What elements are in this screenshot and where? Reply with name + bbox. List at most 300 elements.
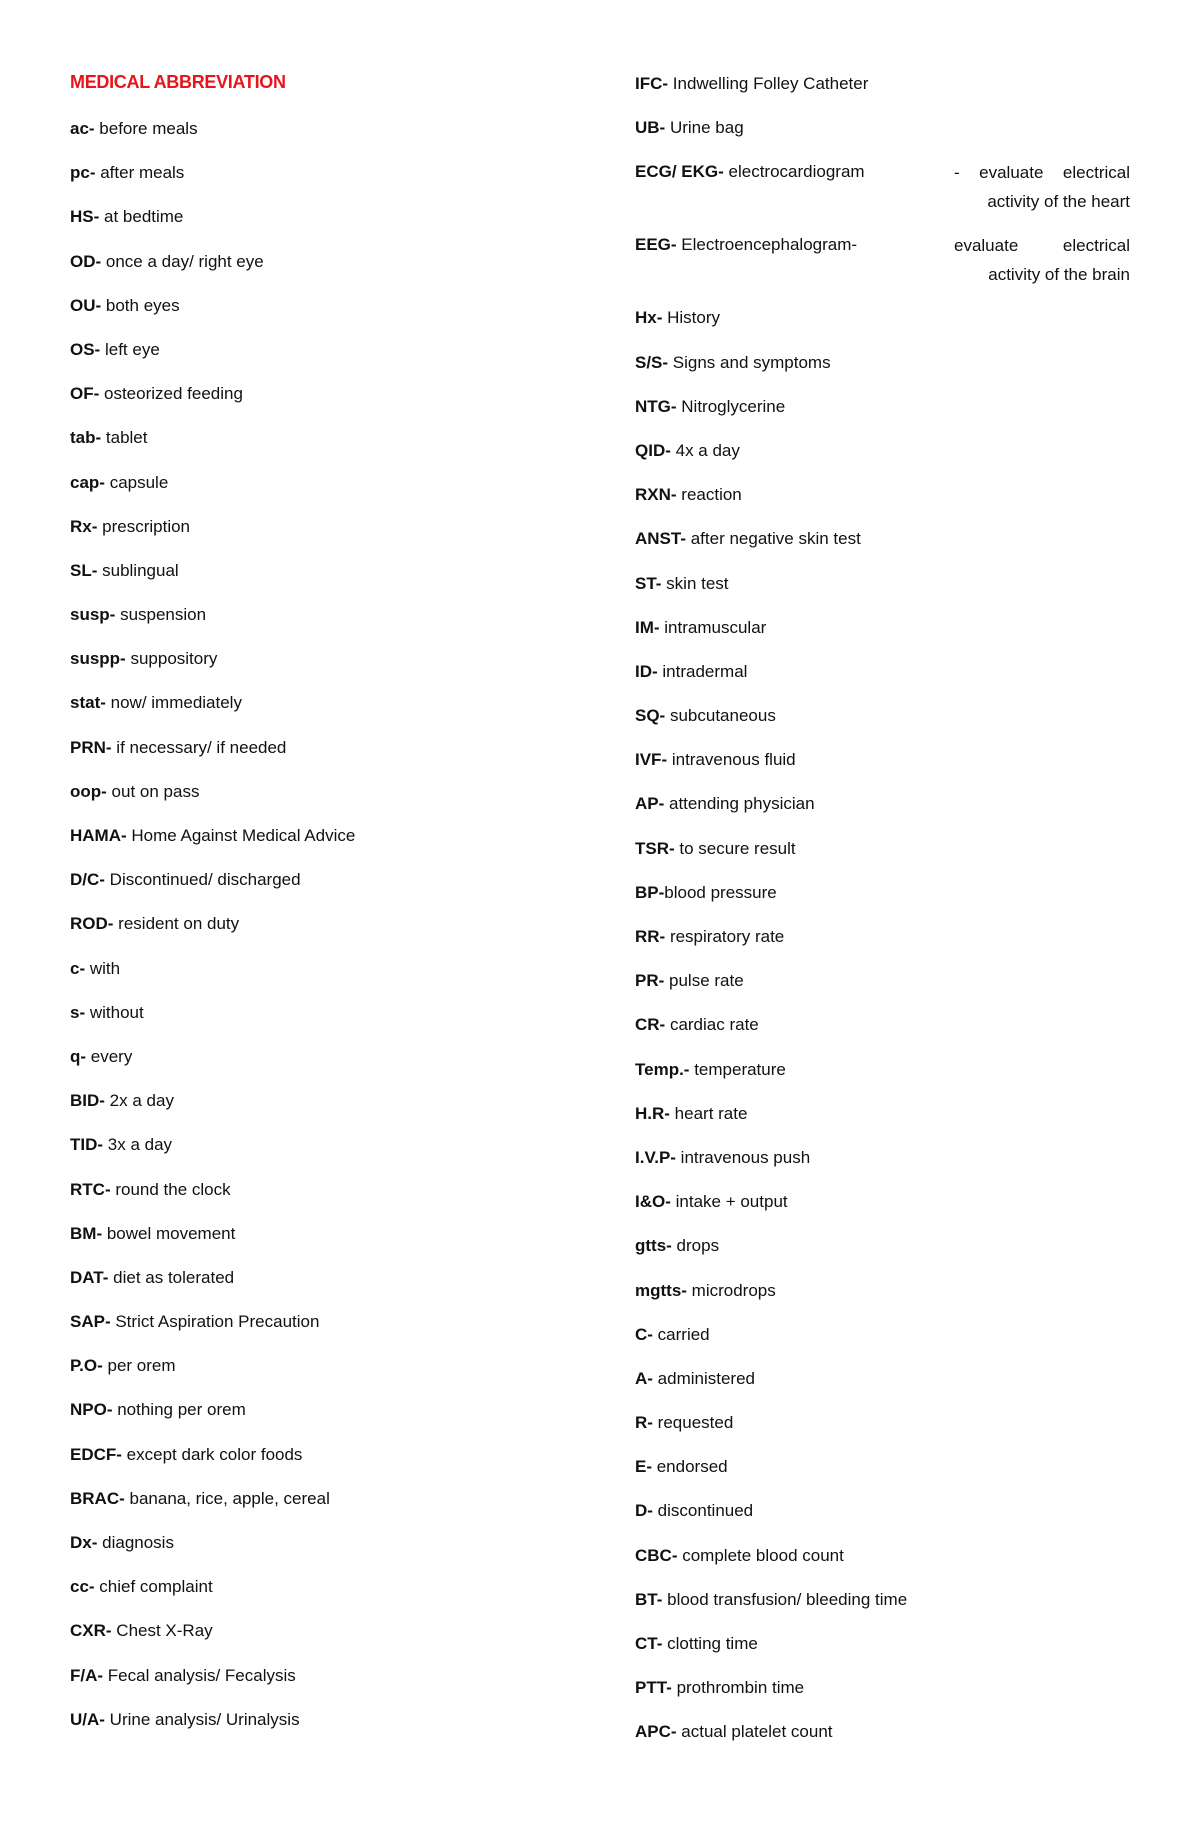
entry-main	[635, 1413, 733, 1432]
abbreviation: F/A-	[70, 1665, 104, 1685]
abbreviation-entry	[70, 1443, 590, 1487]
abbreviation: susp-	[70, 605, 116, 625]
abbreviation: Dx-	[70, 1533, 98, 1552]
abbreviation-entry	[70, 1310, 590, 1354]
abbreviation-meaning: without	[85, 1002, 144, 1022]
abbreviation-meaning: banana, rice, apple, cereal	[124, 1488, 330, 1508]
abbreviation-entry	[70, 1222, 590, 1266]
abbreviation: P.O-	[70, 1356, 103, 1376]
abbreviation: CBC-	[635, 1545, 678, 1565]
entry-main	[635, 750, 796, 769]
abbreviation: I&O-	[635, 1192, 671, 1212]
abbreviation-meaning: actual platelet count	[676, 1722, 833, 1742]
entry-main	[635, 662, 747, 681]
abbreviation-meaning: both eyes	[101, 295, 180, 315]
left-column	[70, 117, 590, 1752]
entry-main	[70, 1621, 213, 1640]
abbreviation-entry	[635, 1588, 1130, 1632]
entry-main	[70, 119, 198, 138]
abbreviation-meaning: resident on duty	[113, 914, 240, 934]
abbreviation: cc-	[70, 1577, 95, 1597]
abbreviation: S/S-	[635, 352, 669, 372]
abbreviation-meaning: requested	[652, 1413, 734, 1433]
entry-main	[70, 163, 184, 182]
abbreviation-entry	[635, 1323, 1130, 1367]
abbreviation: gtts-	[635, 1236, 672, 1256]
abbreviation-meaning: per orem	[102, 1356, 176, 1376]
entry-main	[70, 473, 168, 492]
abbreviation: SAP-	[70, 1312, 111, 1332]
entry-main	[70, 296, 180, 315]
abbreviation: Temp.-	[635, 1059, 690, 1079]
abbreviation-entry	[70, 1354, 590, 1398]
abbreviation: Hx-	[635, 308, 663, 328]
entry-main	[635, 1192, 788, 1211]
abbreviation: NPO-	[70, 1400, 113, 1420]
abbreviation-meaning: capsule	[104, 472, 169, 492]
abbreviation-meaning: with	[85, 958, 121, 978]
abbreviation-entry	[70, 559, 590, 603]
entry-main	[70, 826, 355, 845]
abbreviation-entry	[70, 1133, 590, 1177]
abbreviation-entry	[70, 1619, 590, 1663]
abbreviation-entry	[635, 792, 1130, 836]
abbreviation: tab-	[70, 428, 102, 448]
abbreviation-meaning: Urine bag	[665, 118, 744, 138]
abbreviation-entry	[70, 117, 590, 161]
abbreviation-meaning: clotting time	[662, 1634, 758, 1653]
abbreviation: TSR-	[635, 838, 675, 858]
abbreviation-meaning: every	[86, 1046, 133, 1066]
abbreviation-meaning: intravenous push	[675, 1147, 811, 1167]
abbreviation-meaning: intake + output	[670, 1192, 788, 1212]
abbreviation-meaning: temperature	[689, 1059, 786, 1079]
abbreviation-meaning: electrocardiogram	[723, 162, 865, 182]
abbreviation: A-	[635, 1368, 653, 1388]
abbreviation-meaning: Nitroglycerine	[676, 396, 786, 416]
abbreviation-entry	[70, 1001, 590, 1045]
entry-main	[70, 738, 286, 757]
entry-main	[70, 1356, 176, 1375]
abbreviation: IVF-	[635, 750, 668, 770]
abbreviation-meaning: respiratory rate	[665, 927, 785, 946]
abbreviation: IM-	[635, 617, 660, 637]
abbreviation-entry	[635, 1146, 1130, 1190]
abbreviation: D/C-	[70, 870, 105, 890]
abbreviation-entry	[70, 603, 590, 647]
abbreviation-meaning: discontinued	[652, 1501, 754, 1521]
abbreviation: UB-	[635, 118, 666, 138]
abbreviation-meaning: subcutaneous	[665, 706, 776, 726]
abbreviation: R-	[635, 1413, 653, 1433]
abbreviation-entry	[70, 161, 590, 205]
abbreviation-entry	[70, 1487, 590, 1531]
entry-main	[635, 1148, 810, 1167]
entry-main	[635, 927, 784, 946]
abbreviation-meaning: skin test	[661, 573, 729, 593]
abbreviation-entry	[635, 881, 1130, 925]
entry-main	[635, 233, 857, 306]
abbreviation: stat-	[70, 693, 106, 713]
entry-main	[635, 118, 744, 137]
abbreviation-meaning: prescription	[97, 516, 191, 536]
abbreviation-meaning: to secure result	[674, 838, 796, 858]
abbreviation: PR-	[635, 971, 665, 991]
abbreviation-meaning: Electroencephalogram-	[676, 235, 858, 255]
abbreviation: ac-	[70, 119, 95, 138]
abbreviation-meaning: Urine analysis/ Urinalysis	[104, 1709, 300, 1729]
abbreviation: BP-	[635, 882, 665, 902]
abbreviation: OF-	[70, 384, 100, 404]
abbreviation: OU-	[70, 295, 102, 315]
abbreviation-entry	[635, 1499, 1130, 1543]
entry-main	[70, 1180, 231, 1199]
abbreviation-meaning: drops	[671, 1236, 720, 1256]
abbreviation-meaning: once a day/ right eye	[101, 251, 264, 271]
abbreviation-entry	[635, 572, 1130, 616]
abbreviation: s-	[70, 1002, 86, 1022]
entry-main	[635, 308, 720, 327]
abbreviation: RTC-	[70, 1179, 111, 1199]
abbreviation-meaning: 2x a day	[104, 1091, 174, 1111]
abbreviation: ST-	[635, 573, 662, 593]
abbreviation: EDCF-	[70, 1444, 122, 1464]
entry-main	[635, 397, 785, 416]
abbreviation-meaning: after meals	[95, 163, 185, 183]
abbreviation-entry	[635, 748, 1130, 792]
entry-main	[70, 1577, 213, 1596]
abbreviation: H.R-	[635, 1103, 670, 1123]
abbreviation: OD-	[70, 251, 102, 271]
abbreviation-entry	[635, 1411, 1130, 1455]
abbreviation: QID-	[635, 440, 671, 460]
entry-main	[635, 1236, 719, 1255]
abbreviation-entry	[635, 160, 1130, 233]
abbreviation: Rx-	[70, 516, 98, 536]
entry-main	[70, 340, 160, 359]
entry-main	[635, 1722, 833, 1741]
abbreviation-meaning: 3x a day	[103, 1135, 173, 1155]
abbreviation: CR-	[635, 1015, 666, 1035]
abbreviation-meaning: diagnosis	[97, 1533, 174, 1552]
abbreviation: C-	[635, 1324, 653, 1344]
abbreviation-meaning: History	[662, 308, 721, 328]
abbreviation-meaning: except dark color foods	[121, 1444, 303, 1464]
abbreviation-meaning: left eye	[100, 339, 160, 359]
abbreviation: RXN-	[635, 485, 677, 505]
entry-main	[635, 883, 777, 902]
entry-main	[635, 485, 742, 504]
abbreviation-meaning: intravenous fluid	[667, 750, 796, 770]
abbreviation-meaning: complete blood count	[677, 1545, 844, 1565]
abbreviation: DAT-	[70, 1267, 109, 1287]
entry-main	[635, 839, 796, 858]
abbreviation: HS-	[70, 207, 100, 227]
entry-main	[70, 1003, 144, 1022]
entry-main	[635, 353, 831, 372]
abbreviation: CT-	[635, 1634, 663, 1653]
abbreviation-meaning: tablet	[101, 428, 148, 448]
abbreviation: EEG-	[635, 235, 677, 255]
abbreviation: BRAC-	[70, 1488, 125, 1508]
abbreviation: OS-	[70, 339, 101, 359]
abbreviation: BM-	[70, 1223, 103, 1243]
abbreviation-entry	[635, 1544, 1130, 1588]
abbreviation-meaning: out on pass	[106, 781, 200, 801]
abbreviation-entry	[70, 868, 590, 912]
entry-main	[635, 1590, 907, 1609]
entry-main	[70, 1268, 234, 1287]
abbreviation-note: - evaluate electrical activity of the heart	[954, 163, 1130, 212]
abbreviation: D-	[635, 1501, 653, 1521]
abbreviation: TID-	[70, 1135, 104, 1155]
entry-main	[635, 1457, 728, 1476]
abbreviation-entry	[635, 72, 1130, 116]
entry-main	[70, 1400, 246, 1419]
abbreviation-entry	[635, 660, 1130, 704]
entry-main	[635, 441, 740, 460]
right-column	[635, 72, 1130, 1765]
entry-main	[70, 649, 217, 668]
abbreviation-entry	[635, 351, 1130, 395]
abbreviation-entry	[635, 395, 1130, 439]
abbreviation: ECG/ EKG-	[635, 162, 724, 182]
abbreviation-meaning: diet as tolerated	[108, 1267, 235, 1287]
entry-main	[635, 529, 861, 548]
entry-main	[635, 794, 815, 813]
abbreviation-meaning: Signs and symptoms	[668, 352, 831, 372]
abbreviation-meaning: cardiac rate	[665, 1015, 759, 1035]
entry-main	[70, 1710, 300, 1729]
abbreviation-meaning: reaction	[676, 485, 742, 505]
abbreviation: PRN-	[70, 737, 112, 757]
abbreviation-meaning: Fecal analysis/ Fecalysis	[103, 1665, 296, 1685]
abbreviation: APC-	[635, 1722, 677, 1742]
abbreviation: CXR-	[70, 1621, 112, 1641]
abbreviation-entry	[70, 426, 590, 470]
abbreviation: E-	[635, 1457, 652, 1477]
abbreviation-entry	[635, 925, 1130, 969]
abbreviation-entry	[635, 439, 1130, 483]
entry-main	[70, 782, 199, 801]
abbreviation-entry	[635, 306, 1130, 350]
abbreviation: HAMA-	[70, 826, 127, 845]
entry-main	[70, 1312, 319, 1331]
abbreviation-entry	[70, 1398, 590, 1442]
entry-main	[635, 706, 776, 725]
entry-main	[70, 1489, 330, 1508]
abbreviation: oop-	[70, 781, 107, 801]
entry-main	[70, 1135, 172, 1154]
abbreviation-entry	[70, 647, 590, 691]
abbreviation-entry	[635, 704, 1130, 748]
abbreviation-entry	[70, 471, 590, 515]
abbreviation-meaning: at bedtime	[99, 207, 184, 227]
entry-main	[70, 428, 147, 447]
abbreviation: ANST-	[635, 529, 686, 549]
abbreviation-entry	[635, 837, 1130, 881]
abbreviation-meaning: prothrombin time	[671, 1678, 805, 1698]
abbreviation-entry	[70, 205, 590, 249]
abbreviation: AP-	[635, 794, 665, 814]
abbreviation-entry	[70, 824, 590, 868]
abbreviation-entry	[70, 1089, 590, 1133]
abbreviation-entry	[70, 515, 590, 559]
abbreviation-entry	[70, 780, 590, 824]
abbreviation-entry	[70, 1575, 590, 1619]
abbreviation-entry	[635, 616, 1130, 660]
abbreviation-entry	[635, 1632, 1130, 1676]
entry-main	[635, 1678, 804, 1697]
abbreviation-entry	[70, 1708, 590, 1752]
abbreviation-meaning: round the clock	[110, 1179, 231, 1199]
abbreviation-entry	[70, 691, 590, 735]
abbreviation-meaning: 4x a day	[670, 440, 740, 460]
abbreviation-meaning: chief complaint	[94, 1577, 213, 1597]
abbreviation-entry	[635, 1190, 1130, 1234]
abbreviation: c-	[70, 958, 86, 978]
abbreviation-meaning: after negative skin test	[686, 529, 861, 549]
abbreviation-meaning: heart rate	[669, 1103, 748, 1123]
abbreviation-meaning: suspension	[115, 605, 207, 625]
abbreviation-meaning: Chest X-Ray	[111, 1621, 213, 1641]
entry-main	[635, 618, 766, 637]
page-title: MEDICAL ABBREVIATION	[70, 72, 286, 92]
abbreviation: mgtts-	[635, 1280, 687, 1300]
abbreviation-meaning: sublingual	[97, 560, 179, 580]
entry-main	[635, 1369, 755, 1388]
abbreviation-meaning: before meals	[94, 119, 198, 138]
abbreviation: BT-	[635, 1589, 663, 1609]
entry-main	[70, 252, 264, 271]
abbreviation-meaning: osteorized feeding	[99, 384, 243, 404]
abbreviation-entry	[70, 250, 590, 294]
abbreviation: ROD-	[70, 914, 114, 934]
entry-main	[70, 914, 239, 933]
abbreviation-entry	[635, 1102, 1130, 1146]
abbreviation: NTG-	[635, 396, 677, 416]
entry-main	[635, 574, 729, 593]
abbreviation-meaning: blood pressure	[664, 882, 777, 902]
abbreviation-entry	[635, 1367, 1130, 1411]
abbreviation: suspp-	[70, 649, 126, 669]
entry-main	[70, 384, 243, 403]
entry-main	[70, 1091, 174, 1110]
abbreviation-meaning: endorsed	[652, 1457, 728, 1477]
abbreviation-meaning: now/ immediately	[105, 693, 242, 713]
abbreviation-entry	[635, 233, 1130, 306]
abbreviation-entry	[70, 294, 590, 338]
abbreviation-entry	[70, 957, 590, 1001]
abbreviation: pc-	[70, 163, 96, 183]
abbreviation-entry	[70, 338, 590, 382]
abbreviation: U/A-	[70, 1709, 105, 1729]
abbreviation-entry	[70, 1045, 590, 1089]
abbreviation-entry	[635, 527, 1130, 571]
entry-main	[635, 1104, 747, 1123]
entry-main	[70, 1047, 132, 1066]
entry-main	[70, 207, 183, 226]
abbreviation-meaning: microdrops	[686, 1280, 776, 1300]
entry-main	[70, 1533, 174, 1552]
abbreviation-entry	[635, 1013, 1130, 1057]
abbreviation-meaning: intradermal	[657, 661, 748, 681]
abbreviation: I.V.P-	[635, 1147, 676, 1167]
entry-main	[70, 959, 120, 978]
abbreviation-meaning: nothing per orem	[112, 1400, 246, 1420]
abbreviation-entry	[635, 1058, 1130, 1102]
entry-main	[70, 1445, 302, 1464]
abbreviation-entry	[70, 736, 590, 780]
entry-main	[70, 870, 301, 889]
entry-main	[635, 1501, 753, 1520]
abbreviation-entry	[70, 1664, 590, 1708]
entry-main	[635, 160, 865, 233]
entry-main	[70, 561, 179, 580]
abbreviation: SQ-	[635, 706, 666, 726]
abbreviation-meaning: Home Against Medical Advice	[126, 826, 356, 845]
abbreviation: BID-	[70, 1091, 105, 1111]
abbreviation-meaning: carried	[652, 1324, 710, 1344]
abbreviation-entry	[70, 1266, 590, 1310]
abbreviation: RR-	[635, 927, 666, 946]
entry-main	[635, 1281, 776, 1300]
abbreviation-entry	[635, 1720, 1130, 1764]
abbreviation-entry	[70, 382, 590, 426]
entry-main	[70, 605, 206, 624]
abbreviation-meaning: Indwelling Folley Catheter	[668, 74, 869, 93]
abbreviation-entry	[635, 1676, 1130, 1720]
abbreviation-entry	[70, 912, 590, 956]
abbreviation: ID-	[635, 661, 658, 681]
entry-main	[635, 1060, 786, 1079]
abbreviation-meaning: attending physician	[664, 794, 815, 814]
entry-main	[635, 1325, 710, 1344]
abbreviation-meaning: administered	[652, 1368, 756, 1388]
abbreviation: IFC-	[635, 74, 669, 93]
entry-main	[635, 1015, 759, 1034]
abbreviation-meaning: if necessary/ if needed	[111, 737, 287, 757]
entry-main	[70, 517, 190, 536]
entry-main	[635, 971, 744, 990]
abbreviation: cap-	[70, 472, 105, 492]
abbreviation-meaning: intramuscular	[659, 617, 767, 637]
abbreviation: q-	[70, 1046, 87, 1066]
abbreviation-meaning: Strict Aspiration Precaution	[110, 1312, 320, 1332]
abbreviation-meaning: Discontinued/ discharged	[104, 870, 301, 890]
abbreviation-entry	[635, 116, 1130, 160]
abbreviation-entry	[635, 969, 1130, 1013]
entry-main	[635, 1634, 758, 1653]
entry-main	[70, 1666, 296, 1685]
entry-main	[635, 74, 868, 93]
entry-main	[70, 1224, 235, 1243]
abbreviation-note: evaluate electrical activity of the brain	[954, 236, 1130, 285]
entry-main	[635, 1546, 844, 1565]
abbreviation-entry	[635, 1279, 1130, 1323]
entry-main	[70, 693, 242, 712]
abbreviation-meaning: suppository	[125, 649, 218, 669]
abbreviation-entry	[635, 483, 1130, 527]
abbreviation-entry	[635, 1234, 1130, 1278]
abbreviation-meaning: bowel movement	[102, 1223, 236, 1243]
abbreviation: SL-	[70, 560, 98, 580]
abbreviation: PTT-	[635, 1678, 672, 1698]
abbreviation-meaning: blood transfusion/ bleeding time	[662, 1589, 908, 1609]
abbreviation-entry	[635, 1455, 1130, 1499]
abbreviation-entry	[70, 1531, 590, 1575]
abbreviation-entry	[70, 1178, 590, 1222]
